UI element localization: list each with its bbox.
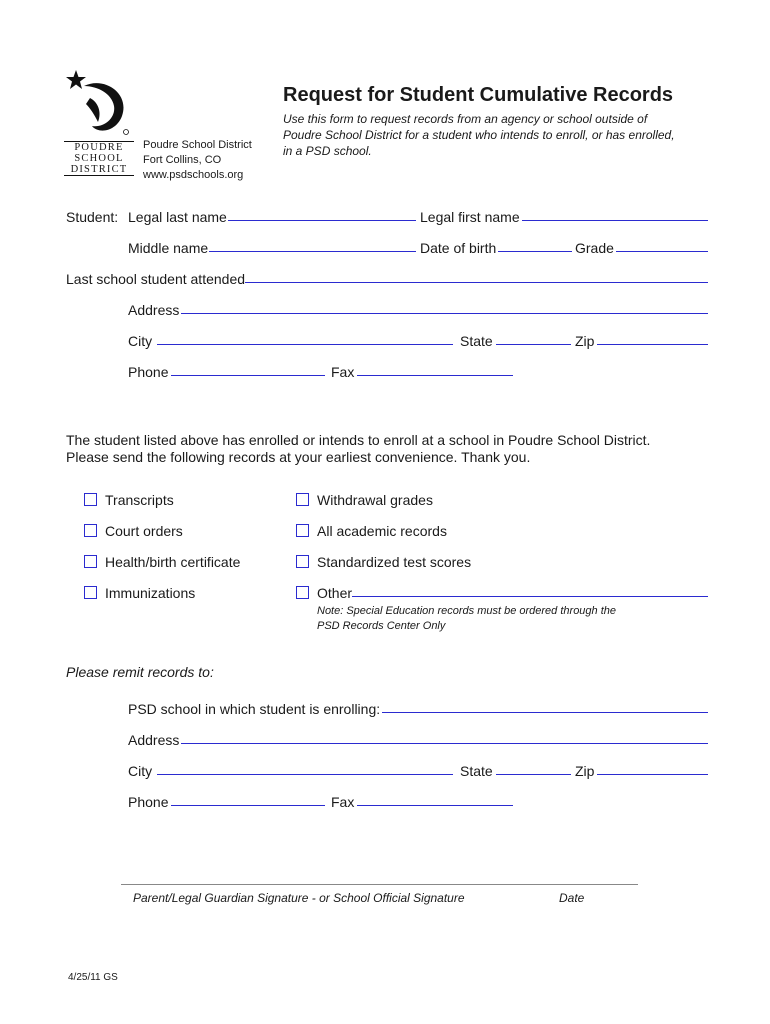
request-line-2: Please send the following records at your earliest convenience. Thank you. bbox=[66, 449, 531, 465]
all-academic-records-label: All academic records bbox=[317, 523, 447, 539]
court-orders-checkbox[interactable] bbox=[84, 524, 97, 537]
signature-label: Parent/Legal Guardian Signature - or School Official Signature bbox=[133, 891, 465, 905]
remit-state-label: State bbox=[460, 763, 493, 779]
date-of-birth-label: Date of birth bbox=[420, 240, 497, 256]
last-school-field[interactable] bbox=[245, 282, 708, 283]
district-city: Fort Collins, CO bbox=[143, 154, 222, 166]
remit-address-label: Address bbox=[128, 732, 180, 748]
request-line-1: The student listed above has enrolled or intends to enroll at a school in Poudre School District. bbox=[66, 432, 651, 448]
intro-line-2: Poudre School District for a student who intends to enroll, or has enrolled, bbox=[283, 128, 675, 142]
psd-school-label: PSD school in which student is enrolling: bbox=[128, 701, 381, 717]
transcripts-label: Transcripts bbox=[105, 492, 174, 508]
other-label: Other bbox=[317, 585, 353, 601]
student-address-field[interactable] bbox=[181, 313, 708, 314]
health-birth-certificate-label: Health/birth certificate bbox=[105, 554, 241, 570]
middle-name-label: Middle name bbox=[128, 240, 209, 256]
logo-wordmark bbox=[64, 141, 134, 176]
withdrawal-grades-checkbox[interactable] bbox=[296, 493, 309, 506]
request-statement bbox=[66, 432, 650, 466]
court-orders-label: Court orders bbox=[105, 523, 183, 539]
student-address-label: Address bbox=[128, 302, 180, 318]
student-state-label: State bbox=[460, 333, 493, 349]
grade-label: Grade bbox=[575, 240, 614, 256]
district-website[interactable]: www.psdschools.org bbox=[143, 169, 244, 181]
withdrawal-grades-label: Withdrawal grades bbox=[317, 492, 433, 508]
remit-fax-field[interactable] bbox=[357, 805, 513, 806]
intro-text bbox=[283, 111, 675, 159]
logo-line-poudre: POUDRE bbox=[64, 141, 134, 153]
other-field[interactable] bbox=[352, 596, 708, 597]
legal-last-name-label: Legal last name bbox=[128, 209, 227, 225]
note-line-1: Note: Special Education records must be ordered through the bbox=[317, 605, 617, 617]
intro-line-1: Use this form to request records from an agency or school outside of bbox=[283, 112, 648, 126]
remit-zip-label: Zip bbox=[575, 763, 595, 779]
form-revision-code: 4/25/11 GS bbox=[68, 972, 118, 983]
standardized-test-scores-label: Standardized test scores bbox=[317, 554, 472, 570]
district-logo bbox=[64, 68, 134, 173]
student-city-field[interactable] bbox=[157, 344, 453, 345]
student-state-field[interactable] bbox=[496, 344, 571, 345]
transcripts-checkbox[interactable] bbox=[84, 493, 97, 506]
immunizations-checkbox[interactable] bbox=[84, 586, 97, 599]
remit-heading: Please remit records to: bbox=[66, 664, 214, 680]
remit-address-field[interactable] bbox=[181, 743, 708, 744]
legal-last-name-field[interactable] bbox=[228, 220, 416, 221]
all-academic-records-checkbox[interactable] bbox=[296, 524, 309, 537]
signature-line[interactable] bbox=[121, 884, 638, 885]
date-label: Date bbox=[559, 891, 585, 905]
middle-name-field[interactable] bbox=[209, 251, 416, 252]
remit-state-field[interactable] bbox=[496, 774, 571, 775]
immunizations-label: Immunizations bbox=[105, 585, 196, 601]
student-section-label: Student: bbox=[66, 209, 119, 225]
star-swoosh-icon bbox=[64, 68, 134, 138]
student-fax-label: Fax bbox=[331, 364, 355, 380]
last-school-label: Last school student attended bbox=[66, 271, 246, 287]
student-phone-label: Phone bbox=[128, 364, 169, 380]
psd-school-field[interactable] bbox=[382, 712, 708, 713]
note-line-2: PSD Records Center Only bbox=[317, 620, 446, 632]
student-zip-label: Zip bbox=[575, 333, 595, 349]
standardized-test-scores-checkbox[interactable] bbox=[296, 555, 309, 568]
date-of-birth-field[interactable] bbox=[498, 251, 572, 252]
health-birth-certificate-checkbox[interactable] bbox=[84, 555, 97, 568]
intro-line-3: in a PSD school. bbox=[283, 144, 372, 158]
district-address-block bbox=[143, 138, 252, 183]
legal-first-name-field[interactable] bbox=[522, 220, 708, 221]
page-title: Request for Student Cumulative Records bbox=[283, 84, 674, 106]
remit-phone-field[interactable] bbox=[171, 805, 325, 806]
district-name: Poudre School District bbox=[143, 139, 252, 151]
special-education-note bbox=[317, 604, 616, 634]
remit-city-label: City bbox=[128, 763, 153, 779]
remit-fax-label: Fax bbox=[331, 794, 355, 810]
student-zip-field[interactable] bbox=[597, 344, 708, 345]
student-city-label: City bbox=[128, 333, 153, 349]
legal-first-name-label: Legal first name bbox=[420, 209, 520, 225]
student-phone-field[interactable] bbox=[171, 375, 325, 376]
logo-line-school: SCHOOL bbox=[74, 153, 124, 164]
remit-zip-field[interactable] bbox=[597, 774, 708, 775]
logo-line-district: DISTRICT bbox=[64, 164, 134, 176]
other-checkbox[interactable] bbox=[296, 586, 309, 599]
student-fax-field[interactable] bbox=[357, 375, 513, 376]
remit-phone-label: Phone bbox=[128, 794, 169, 810]
grade-field[interactable] bbox=[616, 251, 708, 252]
remit-city-field[interactable] bbox=[157, 774, 453, 775]
